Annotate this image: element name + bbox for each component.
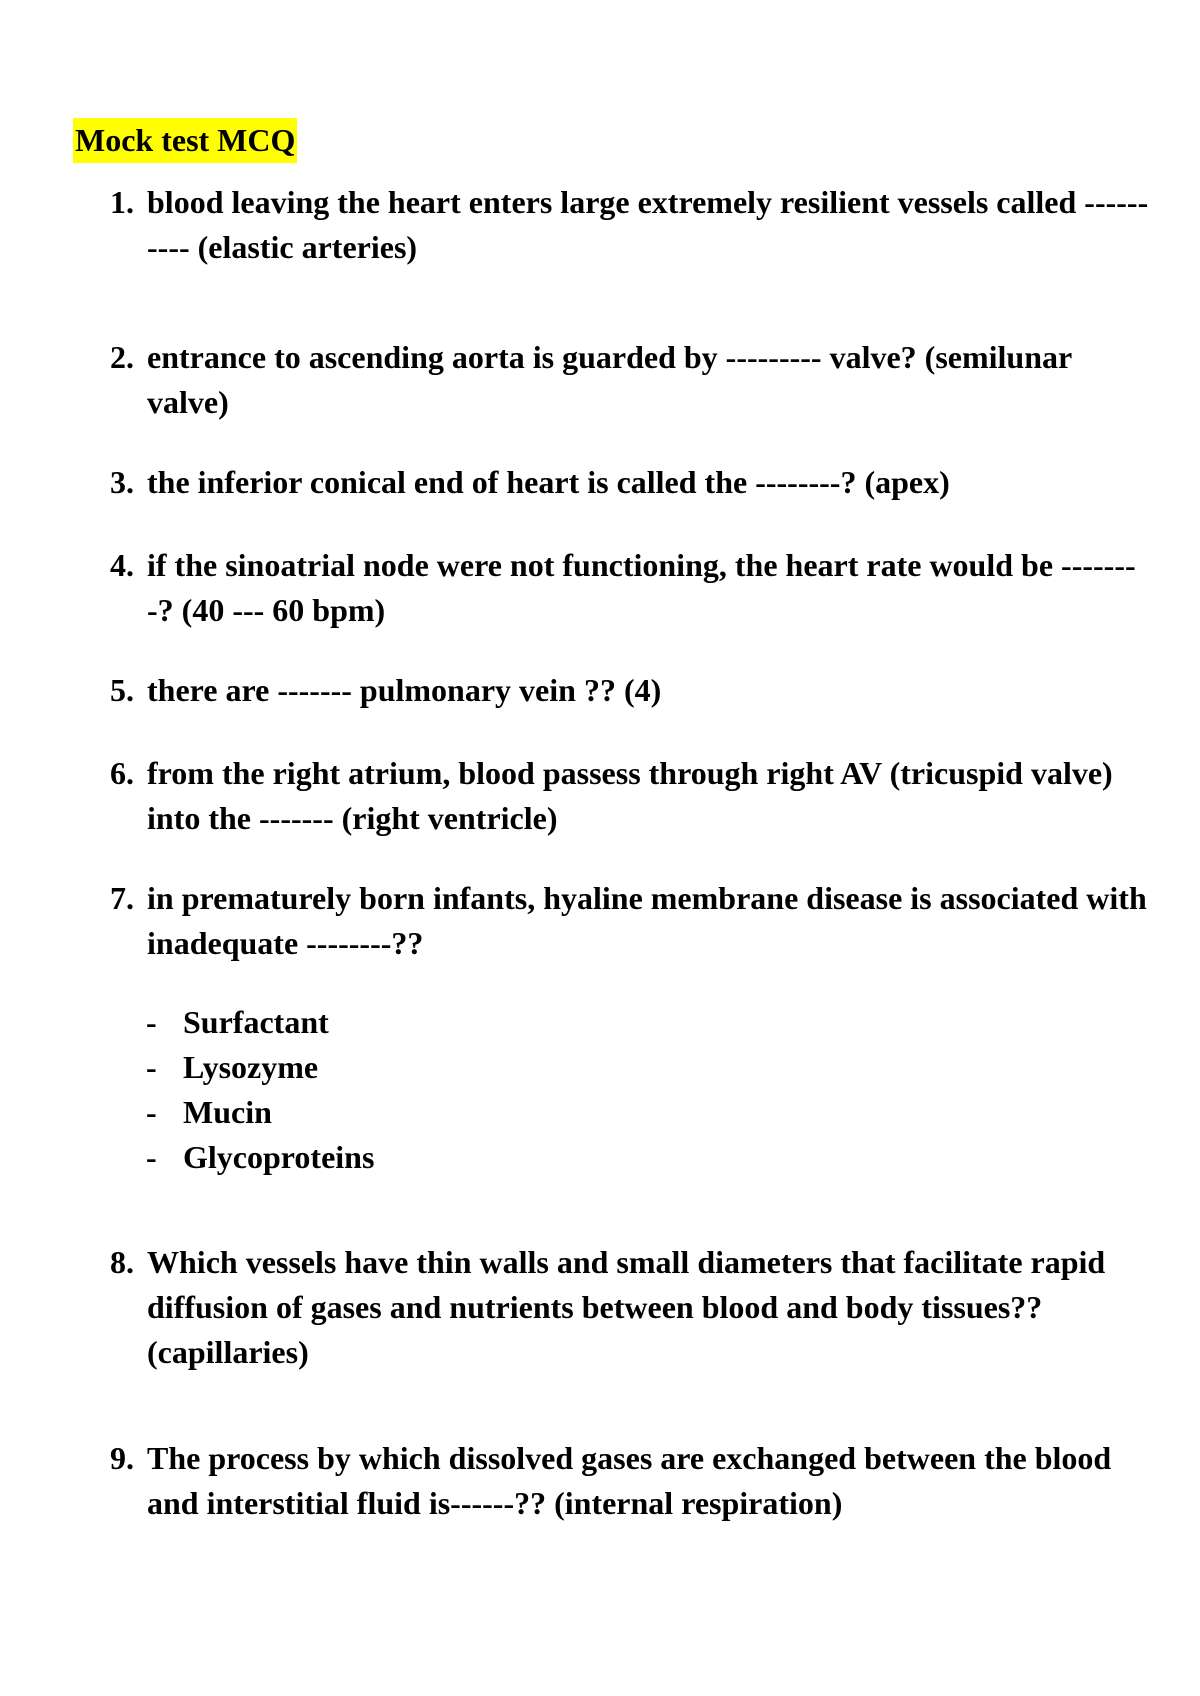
question-number: 6.	[110, 755, 134, 791]
question-text: The process by which dissolved gases are exchanged between the blood and interstitial fluid is------?? (internal respiration)	[147, 1440, 1112, 1521]
question-4	[110, 543, 1150, 633]
question-7	[110, 876, 1150, 966]
question-text: in prematurely born infants, hyaline membrane disease is associated with inadequate --------??	[147, 880, 1147, 961]
question-3	[110, 460, 1150, 505]
question-9	[110, 1436, 1150, 1526]
list-item	[146, 1000, 374, 1045]
bullet-dash: -	[146, 1049, 157, 1085]
option-label: Mucin	[183, 1094, 272, 1130]
option-label: Lysozyme	[183, 1049, 319, 1085]
question-number: 2.	[110, 339, 134, 375]
question-number: 9.	[110, 1440, 134, 1476]
question-number: 3.	[110, 464, 134, 500]
question-number: 1.	[110, 184, 134, 220]
option-label: Glycoproteins	[183, 1139, 375, 1175]
question-2	[110, 335, 1150, 425]
question-text: there are ------- pulmonary vein ?? (4)	[147, 672, 662, 708]
question-5	[110, 668, 1150, 713]
question-8	[110, 1240, 1150, 1375]
question-text: blood leaving the heart enters large extremely resilient vessels called ---------- (elastic arteries)	[147, 184, 1149, 265]
question-text: the inferior conical end of heart is called the --------? (apex)	[147, 464, 950, 500]
question-text: if the sinoatrial node were not functioning, the heart rate would be --------? (40 --- 60 bpm)	[147, 547, 1136, 628]
list-item	[146, 1045, 374, 1090]
question-number: 8.	[110, 1244, 134, 1280]
bullet-dash: -	[146, 1004, 157, 1040]
bullet-dash: -	[146, 1094, 157, 1130]
question-text: Which vessels have thin walls and small diameters that facilitate rapid diffusion of gases and nutrients between blood and body tissues?? (capillaries)	[147, 1244, 1106, 1370]
answer-options	[146, 1000, 374, 1180]
list-item	[146, 1090, 374, 1135]
question-text: entrance to ascending aorta is guarded by --------- valve? (semilunar valve)	[147, 339, 1072, 420]
question-number: 4.	[110, 547, 134, 583]
question-number: 5.	[110, 672, 134, 708]
question-number: 7.	[110, 880, 134, 916]
question-text: from the right atrium, blood passess through right AV (tricuspid valve) into the ------- (right ventricle)	[147, 755, 1113, 836]
bullet-dash: -	[146, 1139, 157, 1175]
page-title: Mock test MCQ	[73, 118, 297, 163]
option-label: Surfactant	[183, 1004, 329, 1040]
question-1	[110, 180, 1150, 270]
list-item	[146, 1135, 374, 1180]
question-6	[110, 751, 1150, 841]
